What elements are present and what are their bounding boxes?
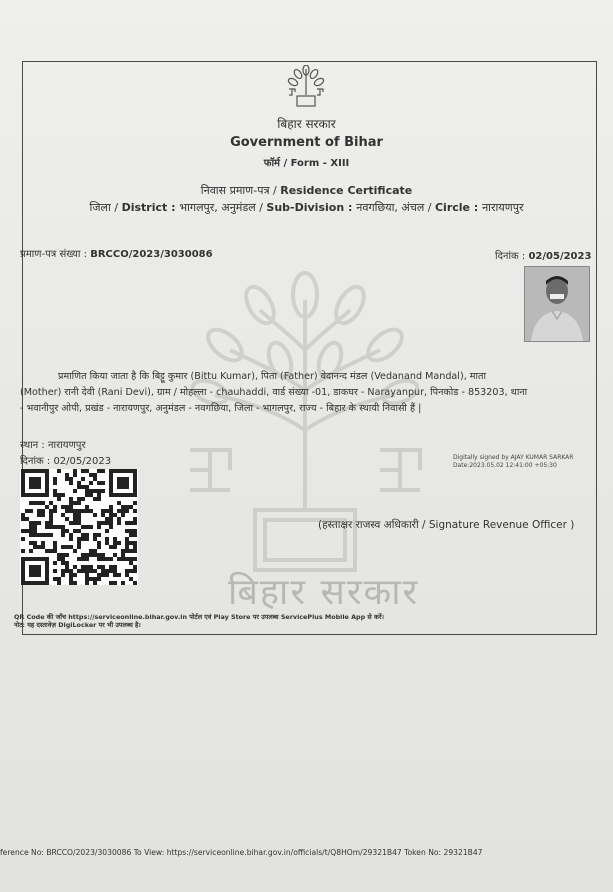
circle-label: Circle : <box>434 201 483 214</box>
government-title: Government of Bihar <box>230 135 383 150</box>
certificate-body <box>20 369 592 417</box>
body-line-2: (Mother) रानी देवी (Rani Devi), ग्राम / मोहल्ला - chauhaddi, वार्ड संख्या -01, डाकघर - Narayanpur, पिनकोड - 853203, थाना <box>20 387 528 398</box>
district-label: District : <box>121 201 180 214</box>
body-line-3: - भवानीपुर ओपी, प्रखंड - नारायणपुर, अनुमंडल - नवगछिया, जिला - भागलपुर, राज्य - बिहार के स्थायी निवासी हैं | <box>20 403 422 414</box>
certificate-title-english: Residence Certificate <box>280 184 413 197</box>
certificate-number-label: प्रमाण-पत्र संख्या : <box>20 249 91 260</box>
digital-signature-signer: Digitally signed by AJAY KUMAR SARKAR <box>453 454 574 461</box>
certificate-date-label: दिनांक : <box>495 251 529 262</box>
qr-code[interactable] <box>20 469 138 585</box>
subdivision-label: Sub-Division : <box>266 201 357 214</box>
body-line-1: प्रमाणित किया जाता है कि बिट्टू कुमार (Bittu Kumar), पिता (Father) वेदानन्द मंडल (Vedanand Mandal), माता <box>58 371 486 382</box>
bihar-sarkar-title: बिहार सरकार <box>277 117 336 131</box>
applicant-photo <box>524 266 590 342</box>
subdivision-value: नवगछिया, अंचल / <box>356 201 435 214</box>
digital-signature <box>453 454 573 470</box>
reference-line: ference No: BRCCO/2023/3030086 To View: https://serviceonline.bihar.gov.in/officials/t/Q8HOm/29321B47 Token No: 29321B47 <box>0 848 483 857</box>
place-label: स्थान : नारायणपुर <box>20 440 86 451</box>
certificate-number-value: BRCCO/2023/3030086 <box>90 249 213 260</box>
certificate-date <box>495 248 591 262</box>
signature-label: (हस्ताक्षर राजस्व अधिकारी / Signature Revenue Officer ) <box>318 519 575 531</box>
certificate-date-value: 02/05/2023 <box>528 251 592 262</box>
certificate-title <box>0 183 613 198</box>
district-value: भागलपुर, अनुमंडल / <box>179 201 267 214</box>
digital-signature-date: Date:2023.05.02 12:41:00 +05:30 <box>453 462 557 469</box>
bihar-emblem-icon <box>283 65 329 109</box>
qr-verification-note: QR Code की जाँच https://serviceonline.bihar.gov.in पोर्टल एवं Play Store पर उपलब्ध ServicePlus Mobile App से करें। <box>14 613 384 621</box>
form-number: फॉर्म / Form - XIII <box>263 158 350 169</box>
circle-value: नारायणपुर <box>482 201 524 214</box>
certificate-number <box>20 246 213 260</box>
watermark-text: बिहार सरकार <box>228 572 420 613</box>
district-line <box>0 200 613 215</box>
digilocker-note: नोट: यह दस्तावेज़ DigiLocker पर भी उपलब्ध है। <box>14 621 141 629</box>
district-prefix: जिला / <box>89 201 122 214</box>
place-date: दिनांक : 02/05/2023 <box>20 456 112 467</box>
certificate-title-hindi: निवास प्रमाण-पत्र / <box>200 184 281 197</box>
